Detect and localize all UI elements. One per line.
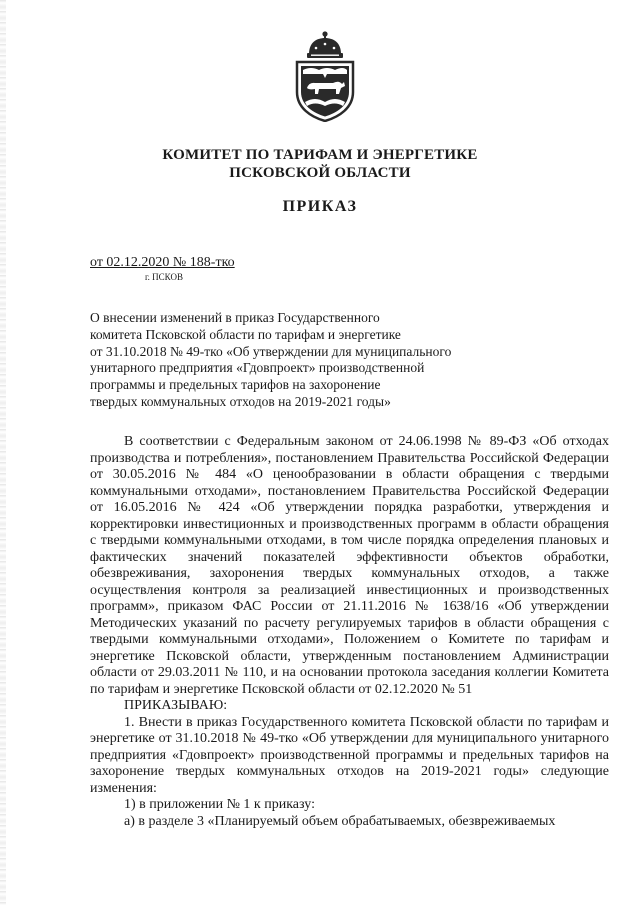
document-subject	[90, 310, 490, 411]
item-1-1a-paragraph: а) в разделе 3 «Планируемый объем обрабатываемых, обезвреживаемых	[124, 813, 556, 829]
subject-line: твердых коммунальных отходов на 2019-2021 годы»	[90, 393, 391, 409]
document-reference: от 02.12.2020 № 188-тко	[90, 255, 235, 270]
scan-edge	[0, 0, 6, 905]
subject-line: комитета Псковской области по тарифам и энергетике	[90, 326, 401, 342]
decree-word: ПРИКАЗЫВАЮ:	[124, 698, 228, 713]
preamble-paragraph: В соответствии с Федеральным законом от 24.06.1998 № 89-ФЗ «Об отходах производства и потребления», постановлением Правительства Российской Федерации от 30.05.2016 № 484 «О ценообразовании в области обращения с твердыми коммунальными отходами», постановлением Правительства Российской Федерации от 16.05.2016 № 424 «Об утверждении порядка разработки, утверждения и корректировки инвестиционных и производственных программ в области обращения с твердыми коммунальными отходами, в том числе порядка определения плановых и фактических значений показателей эффективности объектов обработки, обезвреживания, захоронения твердых коммунальных отходов, а также осуществления контроля за реализацией инвестиционных и производственных программ», приказом ФАС России от 21.11.2016 № 1638/16 «Об утверждении Методических указаний по расчету регулируемых тарифов в области обращения с твердыми коммунальными отходами», Положением о Комитете по тарифам и энергетике Псковской области, утвержденным постановлением Администрации области от 29.03.2011 № 110, и на основании протокола заседания коллегии Комитета по тарифам и энергетике Псковской области от 02.12.2020 № 51	[90, 434, 609, 697]
document-city: г. ПСКОВ	[145, 272, 183, 282]
subject-line: О внесении изменений в приказ Государственного	[90, 310, 380, 325]
org-name-line2: ПСКОВСКОЙ ОБЛАСТИ	[229, 165, 411, 181]
document-body	[90, 434, 609, 830]
subject-line: от 31.10.2018 № 49-тко «Об утверждении для муниципального	[90, 343, 452, 359]
item-1-1-paragraph: 1) в приложении № 1 к приказу:	[124, 797, 315, 812]
subject-line: унитарного предприятия «Гдовпроект» производственной	[90, 360, 425, 376]
item-1-paragraph: 1. Внести в приказ Государственного комитета Псковской области по тарифам и энергетике от 31.10.2018 № 49-тко «Об утверждении для муниципального унитарного предприятия «Гдовпроект» производственной программы и предельных тарифов на захоронение твердых коммунальных отходов на 2019-2021 годы» следующие изменения:	[90, 714, 609, 796]
pskov-coat-of-arms-icon	[289, 30, 361, 122]
subject-line: программы и предельных тарифов на захоронение	[90, 377, 381, 393]
document-type: ПРИКАЗ	[282, 198, 358, 215]
org-name-line1: КОМИТЕТ ПО ТАРИФАМ И ЭНЕРГЕТИКЕ	[162, 147, 478, 163]
